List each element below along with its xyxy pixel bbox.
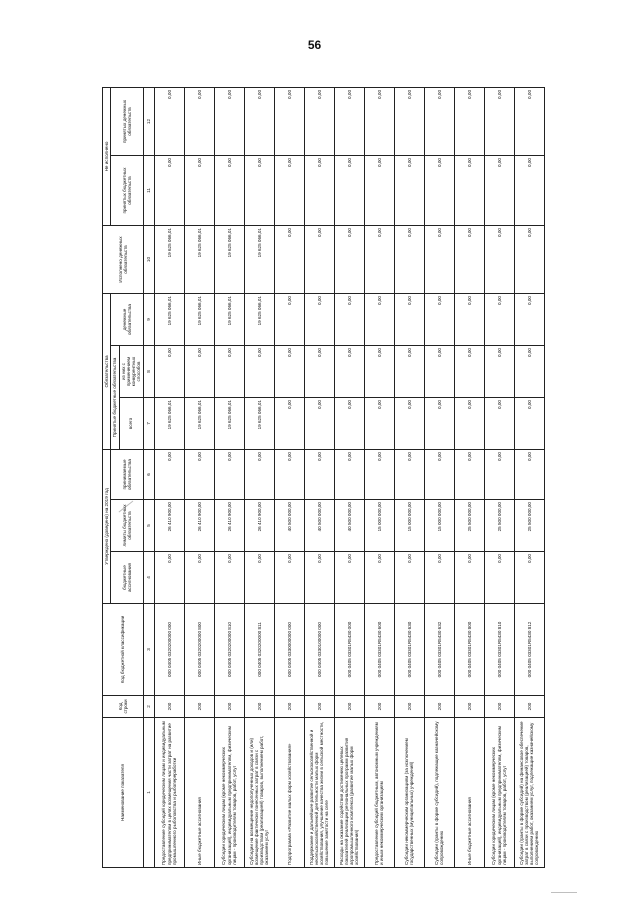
header-accepted-budget: принятых бюджетных обязательств <box>111 156 143 226</box>
row-value-c7: 0,00 <box>484 398 514 450</box>
table-row <box>244 87 274 867</box>
header-accepted-obligations: принимаемые обязательства <box>111 450 143 500</box>
row-budget-code: 000 0405 03301R5430 800 <box>454 604 484 696</box>
row-value-c7: 0,00 <box>274 398 304 450</box>
row-value-c5: 40 500 000,00 <box>304 500 334 552</box>
table-row <box>514 87 544 867</box>
row-value-c4: 0,00 <box>514 552 544 604</box>
row-value-c10: 0,00 <box>304 226 334 294</box>
header-of-which: из них с применением конкурентных способов <box>119 346 143 398</box>
table-row <box>304 87 334 867</box>
row-value-c9: 19 625 066,01 <box>214 294 244 346</box>
row-value-c4: 0,00 <box>184 552 214 604</box>
row-value-c12: 0,00 <box>334 87 364 155</box>
header-limits: лимиты бюджетных обязательств <box>111 500 143 552</box>
row-value-c5: 26 410 900,00 <box>184 500 214 552</box>
row-name: Расходы на оказание содействия достижению целевых показателей реализации региональных программ развития агропромышленного комплекса (развитие малых форм хозяйствования) <box>334 718 364 868</box>
row-value-c4: 0,00 <box>364 552 394 604</box>
row-value-c11: 0,00 <box>154 156 184 226</box>
row-name: Субсидии юридическим лицам (кроме некоммерческих организаций), индивидуальным предпринимателям, физическим лицам - производителям товаров, работ, услуг <box>484 718 514 868</box>
row-value-c11: 0,00 <box>304 156 334 226</box>
row-line-code: 200 <box>154 696 184 718</box>
row-value-c12: 0,00 <box>364 87 394 155</box>
row-value-c12: 0,00 <box>274 87 304 155</box>
row-value-c7: 0,00 <box>394 398 424 450</box>
col-index: 12 <box>143 87 154 155</box>
row-line-code: 200 <box>334 696 364 718</box>
row-value-c6: 0,00 <box>154 450 184 500</box>
row-value-c8: 0,00 <box>274 346 304 398</box>
row-value-c4: 0,00 <box>394 552 424 604</box>
row-value-c6: 0,00 <box>484 450 514 500</box>
row-value-c10: 19 625 066,01 <box>214 226 244 294</box>
row-value-c10: 0,00 <box>424 226 454 294</box>
row-value-c10: 0,00 <box>274 226 304 294</box>
row-budget-code: 000 0405 0320200000 810 <box>214 604 244 696</box>
column-index-row <box>143 87 154 867</box>
footer-rule <box>551 892 577 893</box>
row-value-c4: 0,00 <box>214 552 244 604</box>
row-value-c5: 40 500 000,00 <box>334 500 364 552</box>
col-index: 9 <box>143 294 154 346</box>
row-line-code: 200 <box>424 696 454 718</box>
row-line-code: 200 <box>214 696 244 718</box>
row-value-c7: 19 625 066,01 <box>184 398 214 450</box>
header-name: Наименование показателя <box>103 718 144 868</box>
table-row <box>454 87 484 867</box>
row-value-c11: 0,00 <box>484 156 514 226</box>
header-budget-allocations: бюджетные ассигнования <box>111 552 143 604</box>
row-value-c8: 0,00 <box>394 346 424 398</box>
row-line-code: 200 <box>394 696 424 718</box>
row-value-c4: 0,00 <box>244 552 274 604</box>
row-value-c9: 0,00 <box>484 294 514 346</box>
row-line-code: 200 <box>484 696 514 718</box>
row-value-c12: 0,00 <box>304 87 334 155</box>
row-value-c11: 0,00 <box>394 156 424 226</box>
row-value-c12: 0,00 <box>424 87 454 155</box>
row-value-c5: 26 410 900,00 <box>154 500 184 552</box>
row-value-c12: 0,00 <box>154 87 184 155</box>
row-value-c6: 0,00 <box>424 450 454 500</box>
row-value-c12: 0,00 <box>454 87 484 155</box>
col-index: 1 <box>143 718 154 868</box>
table-row <box>394 87 424 867</box>
row-value-c5: 26 410 900,00 <box>214 500 244 552</box>
header-budget-code: Код бюджетной классификации <box>103 604 144 696</box>
row-value-c9: 0,00 <box>364 294 394 346</box>
row-value-c11: 0,00 <box>214 156 244 226</box>
row-value-c7: 19 625 066,01 <box>154 398 184 450</box>
row-value-c4: 0,00 <box>304 552 334 604</box>
row-value-c6: 0,00 <box>304 450 334 500</box>
row-budget-code: 000 0405 03301R5430 600 <box>364 604 394 696</box>
row-budget-code: 000 0405 0330000000 000 <box>274 604 304 696</box>
row-value-c9: 0,00 <box>334 294 364 346</box>
row-value-c12: 0,00 <box>214 87 244 155</box>
row-value-c9: 19 625 066,01 <box>154 294 184 346</box>
header-total: всего <box>119 398 143 450</box>
col-index: 6 <box>143 450 154 500</box>
row-name: Субсидии (гранты в форме субсидий), подлежащие казначейскому сопровождению <box>424 718 454 868</box>
row-name: Субсидии некоммерческим организациям (за исключением государственных (муниципальных) учреждений) <box>394 718 424 868</box>
row-value-c7: 19 625 066,01 <box>214 398 244 450</box>
row-value-c9: 0,00 <box>274 294 304 346</box>
row-name: Предоставление субсидий бюджетным, автономным учреждениям и иным некоммерческим организациям <box>364 718 394 868</box>
row-value-c11: 0,00 <box>454 156 484 226</box>
row-value-c9: 19 625 066,01 <box>184 294 214 346</box>
row-value-c6: 0,00 <box>274 450 304 500</box>
row-value-c5: 25 500 000,00 <box>514 500 544 552</box>
table-row <box>154 87 184 867</box>
row-line-code: 200 <box>244 696 274 718</box>
rotated-table-wrapper <box>102 88 572 868</box>
row-value-c6: 0,00 <box>184 450 214 500</box>
row-line-code: 200 <box>364 696 394 718</box>
row-name: Подпрограмма «Развитие малых форм хозяйствования» <box>274 718 304 868</box>
row-line-code: 200 <box>274 696 304 718</box>
table-row <box>274 87 304 867</box>
row-name: Субсидии юридическим лицам (кроме некоммерческих организаций), индивидуальным предпринимателям, физическим лицам - производителям товаров, работ, услуг <box>214 718 244 868</box>
row-value-c10: 0,00 <box>454 226 484 294</box>
row-value-c8: 0,00 <box>184 346 214 398</box>
row-value-c11: 0,00 <box>274 156 304 226</box>
row-value-c5: 15 000 000,00 <box>364 500 394 552</box>
row-name: Субсидии на возмещение недополученных доходов и (или) возмещение фактически понесенных затрат в связи с производством (реализацией) товаров, выполнением работ, оказанием услуг <box>244 718 274 868</box>
row-value-c10: 0,00 <box>334 226 364 294</box>
col-index: 5 <box>143 500 154 552</box>
row-value-c5: 25 500 000,00 <box>454 500 484 552</box>
row-budget-code: 000 0405 03301R5430 632 <box>424 604 454 696</box>
row-value-c4: 0,00 <box>334 552 364 604</box>
row-value-c10: 19 625 066,01 <box>184 226 214 294</box>
header-not-fulfilled: Не исполнено <box>103 87 111 225</box>
row-value-c9: 0,00 <box>304 294 334 346</box>
row-line-code: 200 <box>514 696 544 718</box>
row-value-c10: 19 625 066,01 <box>154 226 184 294</box>
col-index: 7 <box>143 398 154 450</box>
row-value-c5: 25 500 000,00 <box>484 500 514 552</box>
col-index: 2 <box>143 696 154 718</box>
header-obligations-group: Обязательства <box>103 294 111 450</box>
col-index: 3 <box>143 604 154 696</box>
row-name: Иные бюджетные ассигнования <box>454 718 484 868</box>
row-budget-code: 000 0405 0320200000 000 <box>154 604 184 696</box>
row-value-c8: 0,00 <box>514 346 544 398</box>
header-accepted-budget-group: Принятые бюджетные обязательства <box>111 346 119 450</box>
row-value-c12: 0,00 <box>484 87 514 155</box>
row-value-c6: 0,00 <box>364 450 394 500</box>
row-value-c12: 0,00 <box>244 87 274 155</box>
row-value-c7: 0,00 <box>364 398 394 450</box>
row-value-c10: 0,00 <box>364 226 394 294</box>
row-budget-code: 000 0405 03301R5430 630 <box>394 604 424 696</box>
row-value-c6: 0,00 <box>244 450 274 500</box>
row-value-c7: 19 625 066,01 <box>244 398 274 450</box>
row-value-c6: 0,00 <box>334 450 364 500</box>
row-name: Поддержание и дальнейшее развитие сельскохозяйственной и несельскохозяйственной деятельности малых форм хозяйствования, улучшение качества жизни в сельской местности, повышение занятости на селе <box>304 718 334 868</box>
row-value-c9: 0,00 <box>454 294 484 346</box>
row-value-c10: 0,00 <box>484 226 514 294</box>
row-value-c11: 0,00 <box>184 156 214 226</box>
row-value-c10: 0,00 <box>514 226 544 294</box>
row-value-c4: 0,00 <box>424 552 454 604</box>
row-budget-code: 000 0405 0320200000 800 <box>184 604 214 696</box>
row-value-c8: 0,00 <box>424 346 454 398</box>
table-row <box>214 87 244 867</box>
row-budget-code: 000 0405 03301R5430 810 <box>484 604 514 696</box>
row-value-c8: 0,00 <box>454 346 484 398</box>
row-value-c12: 0,00 <box>184 87 214 155</box>
report-body <box>154 87 544 867</box>
row-name: Иные бюджетные ассигнования <box>184 718 214 868</box>
row-value-c4: 0,00 <box>274 552 304 604</box>
row-value-c6: 0,00 <box>454 450 484 500</box>
row-value-c4: 0,00 <box>154 552 184 604</box>
row-value-c8: 0,00 <box>304 346 334 398</box>
row-value-c8: 0,00 <box>244 346 274 398</box>
row-value-c7: 0,00 <box>514 398 544 450</box>
row-value-c7: 0,00 <box>454 398 484 450</box>
table-row <box>424 87 454 867</box>
row-value-c4: 0,00 <box>454 552 484 604</box>
row-value-c5: 40 500 000,00 <box>274 500 304 552</box>
row-value-c12: 0,00 <box>514 87 544 155</box>
row-value-c8: 0,00 <box>484 346 514 398</box>
row-name: Субсидии (гранты в форме субсидий) на финансовое обеспечение затрат в связи с производством (реализацией) товаров, выполнением работ, оказанием услуг, подлежащие казначейскому сопровождению <box>514 718 544 868</box>
row-value-c6: 0,00 <box>214 450 244 500</box>
row-value-c11: 0,00 <box>424 156 454 226</box>
row-value-c8: 0,00 <box>154 346 184 398</box>
header-fulfilled: Исполнено денежных обязательств <box>103 226 144 294</box>
budget-report-table <box>102 87 545 868</box>
row-line-code: 200 <box>454 696 484 718</box>
row-value-c9: 0,00 <box>514 294 544 346</box>
row-value-c10: 19 625 066,01 <box>244 226 274 294</box>
header-line-code: Код строки <box>103 696 144 718</box>
row-value-c9: 0,00 <box>394 294 424 346</box>
header-accepted-monetary: принятых денежных обязательств <box>111 87 143 155</box>
col-index: 11 <box>143 156 154 226</box>
row-value-c5: 26 410 900,00 <box>244 500 274 552</box>
row-value-c7: 0,00 <box>334 398 364 450</box>
page-number: 56 <box>307 38 322 52</box>
row-value-c12: 0,00 <box>394 87 424 155</box>
row-value-c5: 15 000 000,00 <box>424 500 454 552</box>
table-row <box>184 87 214 867</box>
row-budget-code: 000 0405 0330100000 000 <box>304 604 334 696</box>
row-line-code: 200 <box>184 696 214 718</box>
row-value-c10: 0,00 <box>394 226 424 294</box>
row-value-c11: 0,00 <box>244 156 274 226</box>
table-row <box>334 87 364 867</box>
row-budget-code: 000 0405 03301R5430 812 <box>514 604 544 696</box>
row-value-c6: 0,00 <box>514 450 544 500</box>
row-value-c6: 0,00 <box>394 450 424 500</box>
row-name: Предоставление субсидий юридическим лицам и индивидуальным предпринимателям в целях возмещения части затрат на развитие промышленного рыболовства и рыбопереработки <box>154 718 184 868</box>
row-value-c8: 0,00 <box>334 346 364 398</box>
row-value-c9: 19 625 066,01 <box>244 294 274 346</box>
header-approved-group: Утверждено (доведено) на 2019 год <box>103 450 111 604</box>
header-monetary: денежные обязательства <box>111 294 143 346</box>
col-index: 10 <box>143 226 154 294</box>
row-value-c5: 15 000 000,00 <box>394 500 424 552</box>
row-value-c11: 0,00 <box>514 156 544 226</box>
col-index: 8 <box>143 346 154 398</box>
row-value-c9: 0,00 <box>424 294 454 346</box>
table-row <box>484 87 514 867</box>
row-value-c11: 0,00 <box>364 156 394 226</box>
row-value-c11: 0,00 <box>334 156 364 226</box>
row-value-c7: 0,00 <box>424 398 454 450</box>
row-line-code: 200 <box>304 696 334 718</box>
row-budget-code: 000 0405 03301R5430 000 <box>334 604 364 696</box>
row-value-c7: 0,00 <box>304 398 334 450</box>
row-value-c8: 0,00 <box>364 346 394 398</box>
row-value-c8: 0,00 <box>214 346 244 398</box>
row-budget-code: 000 0405 0320200000 811 <box>244 604 274 696</box>
col-index: 4 <box>143 552 154 604</box>
table-row <box>364 87 394 867</box>
row-value-c4: 0,00 <box>484 552 514 604</box>
